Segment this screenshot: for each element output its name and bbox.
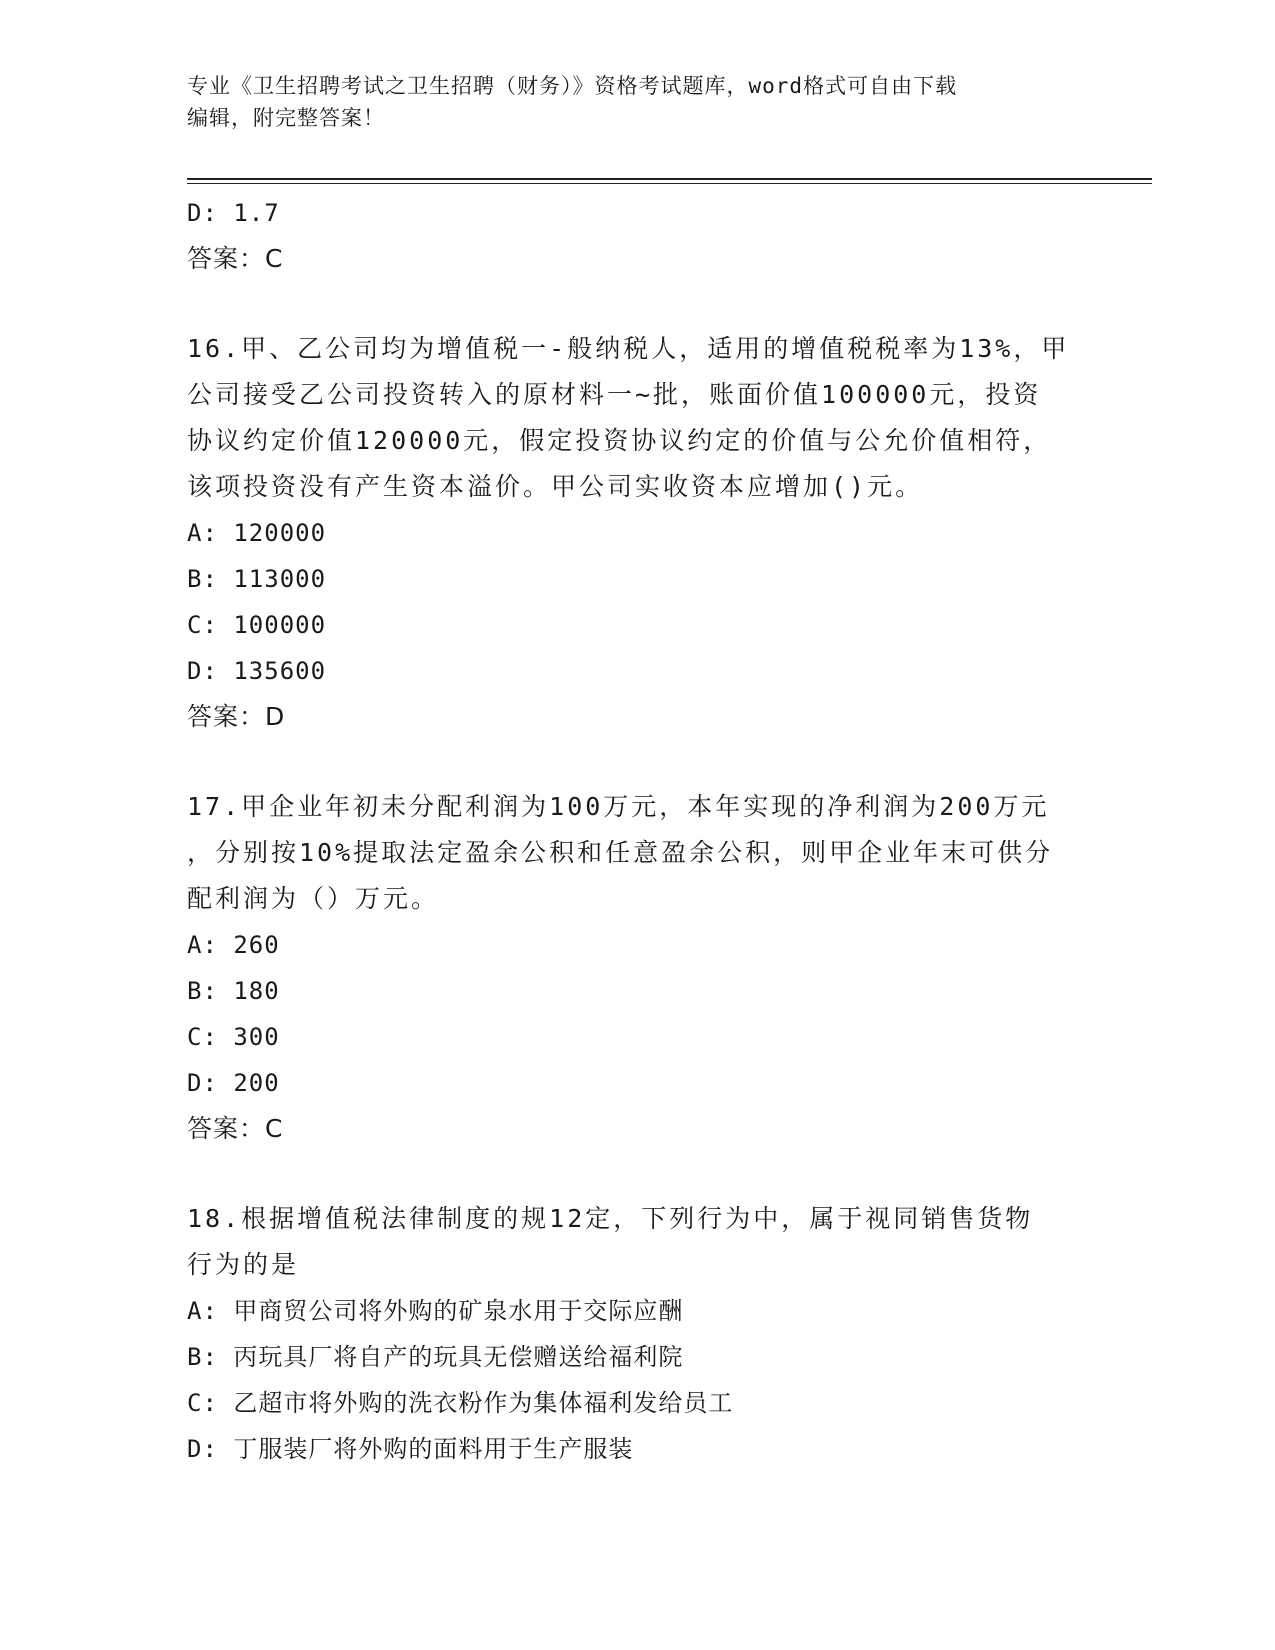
question-17-option-a: A: 260 [187,931,280,959]
question-17-stem [187,784,1077,922]
question-17 [187,784,1087,1152]
question-stem-line: 协议约定价值120000元，假定投资协议约定的价值与公允价值相符， [187,426,1052,455]
question-content [187,190,1087,1472]
prev-option-d: D: 1.7 [187,199,280,227]
question-16-option-a: A: 120000 [187,519,327,547]
question-stem-line: 配利润为（）万元。 [187,884,440,913]
question-stem-line: 行为的是 [187,1250,300,1279]
question-17-option-c: C: 300 [187,1023,280,1051]
question-16-option-d: D: 135600 [187,657,327,685]
question-17-option-d: D: 200 [187,1069,280,1097]
question-16-stem [187,326,1077,510]
question-stem-line: ，分别按10%提取法定盈余公积和任意盈余公积，则甲企业年末可供分 [187,838,1054,867]
prev-answer: 答案：C [187,244,284,273]
question-stem-line: 16.甲、乙公司均为增值税一-般纳税人，适用的增值税税率为13%，甲 [187,334,1070,363]
question-18-option-b: B: 丙玩具厂将自产的玩具无偿赠送给福利院 [187,1343,684,1371]
question-stem-line: 该项投资没有产生资本溢价。甲公司实收资本应增加()元。 [187,472,924,501]
question-16-answer: 答案：D [187,702,286,731]
question-stem-line: 17.甲企业年初未分配利润为100万元，本年实现的净利润为200万元 [187,792,1050,821]
question-17-answer: 答案：C [187,1114,284,1143]
header-line-1: 专业《卫生招聘考试之卫生招聘（财务）》资格考试题库，word格式可自由下载 [187,74,958,98]
header-rule-thick [187,178,1152,180]
question-16 [187,326,1087,740]
question-17-option-b: B: 180 [187,977,280,1005]
question-18-stem [187,1196,1077,1288]
question-18 [187,1196,1087,1472]
question-stem-line: 18.根据增值税法律制度的规12定，下列行为中，属于视同销售货物 [187,1204,1034,1233]
question-18-option-c: C: 乙超市将外购的洗衣粉作为集体福利发给员工 [187,1389,734,1417]
header-rule-thin [187,183,1152,184]
page-header [187,70,1087,134]
question-16-option-b: B: 113000 [187,565,327,593]
question-18-option-d: D: 丁服装厂将外购的面料用于生产服装 [187,1435,634,1463]
question-stem-line: 公司接受乙公司投资转入的原材料一~批，账面价值100000元，投资 [187,380,1042,409]
question-18-option-a: A: 甲商贸公司将外购的矿泉水用于交际应酬 [187,1297,684,1325]
question-16-option-c: C: 100000 [187,611,327,639]
header-line-2: 编辑，附完整答案！ [187,106,385,130]
